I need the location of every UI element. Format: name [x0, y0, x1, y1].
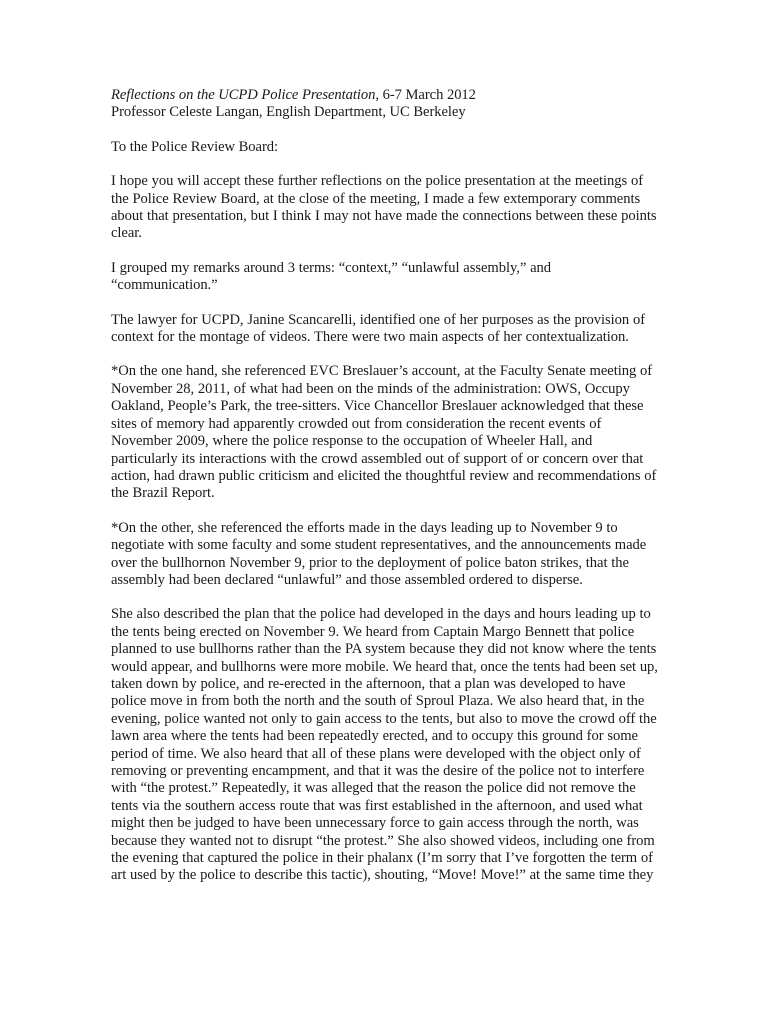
document-body — [111, 87, 659, 885]
document-title-date: , 6-7 March 2012 — [375, 87, 476, 103]
document-title — [111, 87, 659, 104]
paragraph-context: The lawyer for UCPD, Janine Scancarelli, identified one of her purposes as the provision of context for the montage of videos. There were two main aspects of her contextualization. — [111, 311, 646, 346]
document-author-line: Professor Celeste Langan, English Department, UC Berkeley — [111, 104, 466, 121]
salutation: To the Police Review Board: — [111, 138, 279, 155]
document-title-italic: Reflections on the UCPD Police Presentation — [111, 87, 376, 103]
paragraph-intro: I hope you will accept these further reflections on the police presentation at the meetings of the Police Review Board, at the close of the meeting, I made a few extemporary comments about that presentation, but I think I may not have made the connections between these points clear. — [111, 173, 657, 242]
paragraph-police-plan: She also described the plan that the police had developed in the days and hours leading up to the tents being erected on November 9. We heard from Captain Margo Bennett that police planned to use bullhorns rather than the PA system because they did not know where the tents would appear, and bullhorns were more mobile. We heard that, once the tents had been set up, taken down by police, and re-erected in the afternoon, that a plan was developed to have police move in from both the north and the south of Sproul Plaza. We also heard that, in the evening, police wanted not only to gain access to the tents, but also to move the crowd off the lawn area where the tents had been repeatedly erected, and to occupy this ground for some period of time. We also heard that all of these plans were developed with the object only of removing or preventing encampment, and that it was the desire of the police not to interfere with “the protest.” Repeatedly, it was alleged that the reason the police did not remove the tents via the southern access route that was first established in the afternoon, and used what might then be judged to have been unnecessary force to gain access through the north, was because they wanted not to disrupt “the protest.” She also showed videos, including one from the evening that captured the police in their phalanx (I’m sorry that I’ve forgotten the term of art used by the police to describe this tactic), shouting, “Move! Move!” at the same time they — [111, 606, 658, 884]
paragraph-breslauer: *On the one hand, she referenced EVC Breslauer’s account, at the Faculty Senate meeting of November 28, 2011, of what had been on the minds of the administration: OWS, Occupy Oakland, People’s Park, the tree-sitters. Vice Chancellor Breslauer acknowledged that these sites of memory had apparently crowded out from consideration the recent events of November 2009, where the police response to the occupation of Wheeler Hall, and particularly its interactions with the crowd assembled out of support of or concern over that action, had drawn public criticism and elicited the thoughtful review and recommendations of the Brazil Report. — [111, 363, 657, 502]
paragraph-negotiation: *On the other, she referenced the efforts made in the days leading up to November 9 to negotiate with some faculty and some student representatives, and the announcements made over the bullhornon November 9, prior to the deployment of police baton strikes, that the assembly had been declared “unlawful” and those assembled ordered to disperse. — [111, 519, 647, 588]
paragraph-three-terms: I grouped my remarks around 3 terms: “context,” “unlawful assembly,” and “communication.” — [111, 259, 551, 294]
